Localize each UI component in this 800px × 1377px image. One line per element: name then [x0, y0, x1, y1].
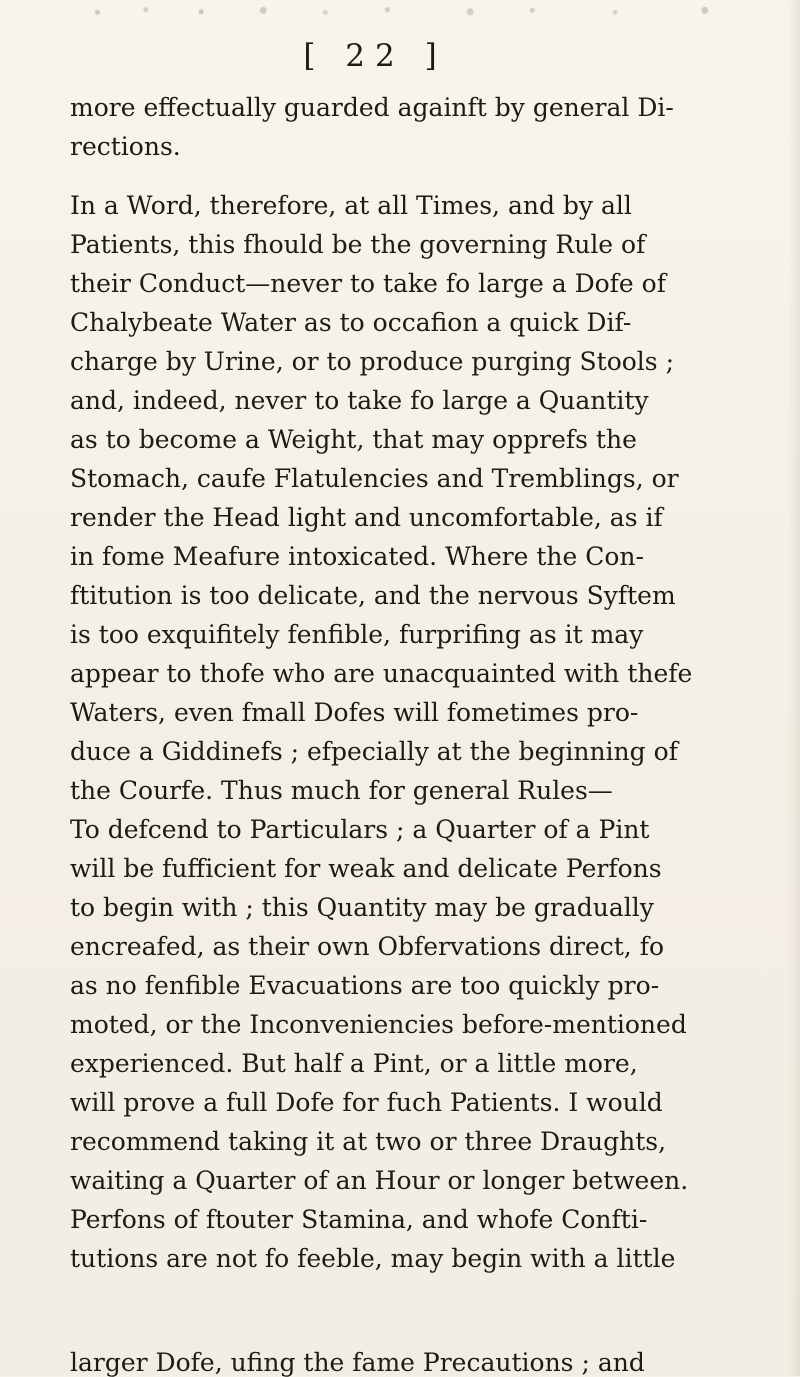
- top-bleed-through: [0, 0, 800, 28]
- line: ftitution is too delicate, and the nervous Syftem: [70, 581, 676, 610]
- line: experienced. But half a Pint, or a little more,: [70, 1049, 638, 1078]
- line: appear to thofe who are unacquainted with thefe: [70, 659, 693, 688]
- line: render the Head light and uncomfortable, as if: [70, 503, 663, 532]
- body-text: [70, 88, 720, 1278]
- line: Chalybeate Water as to occafion a quick Dif-: [70, 308, 632, 337]
- page-number: [ 22 ]: [303, 38, 447, 74]
- cutoff-text: [70, 1348, 720, 1377]
- paragraph-1: [70, 88, 720, 166]
- line: moted, or the Inconveniencies before-mentioned: [70, 1010, 687, 1039]
- line: waiting a Quarter of an Hour or longer between.: [70, 1166, 689, 1195]
- line: recommend taking it at two or three Draughts,: [70, 1127, 667, 1156]
- line: their Conduct—never to take fo large a Dofe of: [70, 269, 666, 298]
- show-through-text: [70, 4, 760, 18]
- line: and, indeed, never to take fo large a Quantity: [70, 386, 649, 415]
- line: Perfons of ftouter Stamina, and whofe Confti-: [70, 1205, 648, 1234]
- line: will be fufficient for weak and delicate Perfons: [70, 854, 662, 883]
- line: the Courfe. Thus much for general Rules—: [70, 776, 613, 805]
- line: charge by Urine, or to produce purging Stools ;: [70, 347, 675, 376]
- line: Stomach, caufe Flatulencies and Tremblings, or: [70, 464, 679, 493]
- line: tutions are not fo feeble, may begin with a little: [70, 1244, 676, 1273]
- line: encreafed, as their own Obfervations direct, fo: [70, 932, 664, 961]
- line: more effectually guarded againft by general Di-: [70, 93, 674, 122]
- line: To defcend to Particulars ; a Quarter of a Pint: [70, 815, 650, 844]
- line: as no fenfible Evacuations are too quickly pro-: [70, 971, 660, 1000]
- line: will prove a full Dofe for fuch Patients. I would: [70, 1088, 663, 1117]
- line: duce a Giddinefs ; efpecially at the beginning of: [70, 737, 678, 766]
- page-edge-shadow: [788, 0, 800, 1376]
- paragraph-2: [70, 186, 720, 1278]
- line: in fome Meafure intoxicated. Where the Con-: [70, 542, 644, 571]
- line: is too exquifitely fenfible, furprifing as it may: [70, 620, 644, 649]
- line: In a Word, therefore, at all Times, and by all: [70, 191, 632, 220]
- line: rections.: [70, 132, 181, 161]
- line: Waters, even fmall Dofes will fometimes pro-: [70, 698, 639, 727]
- cutoff-line-text: larger Dofe, ufing the fame Precautions ; and: [70, 1348, 645, 1377]
- line: as to become a Weight, that may opprefs the: [70, 425, 637, 454]
- line: to begin with ; this Quantity may be gradually: [70, 893, 654, 922]
- line: Patients, this fhould be the governing Rule of: [70, 230, 646, 259]
